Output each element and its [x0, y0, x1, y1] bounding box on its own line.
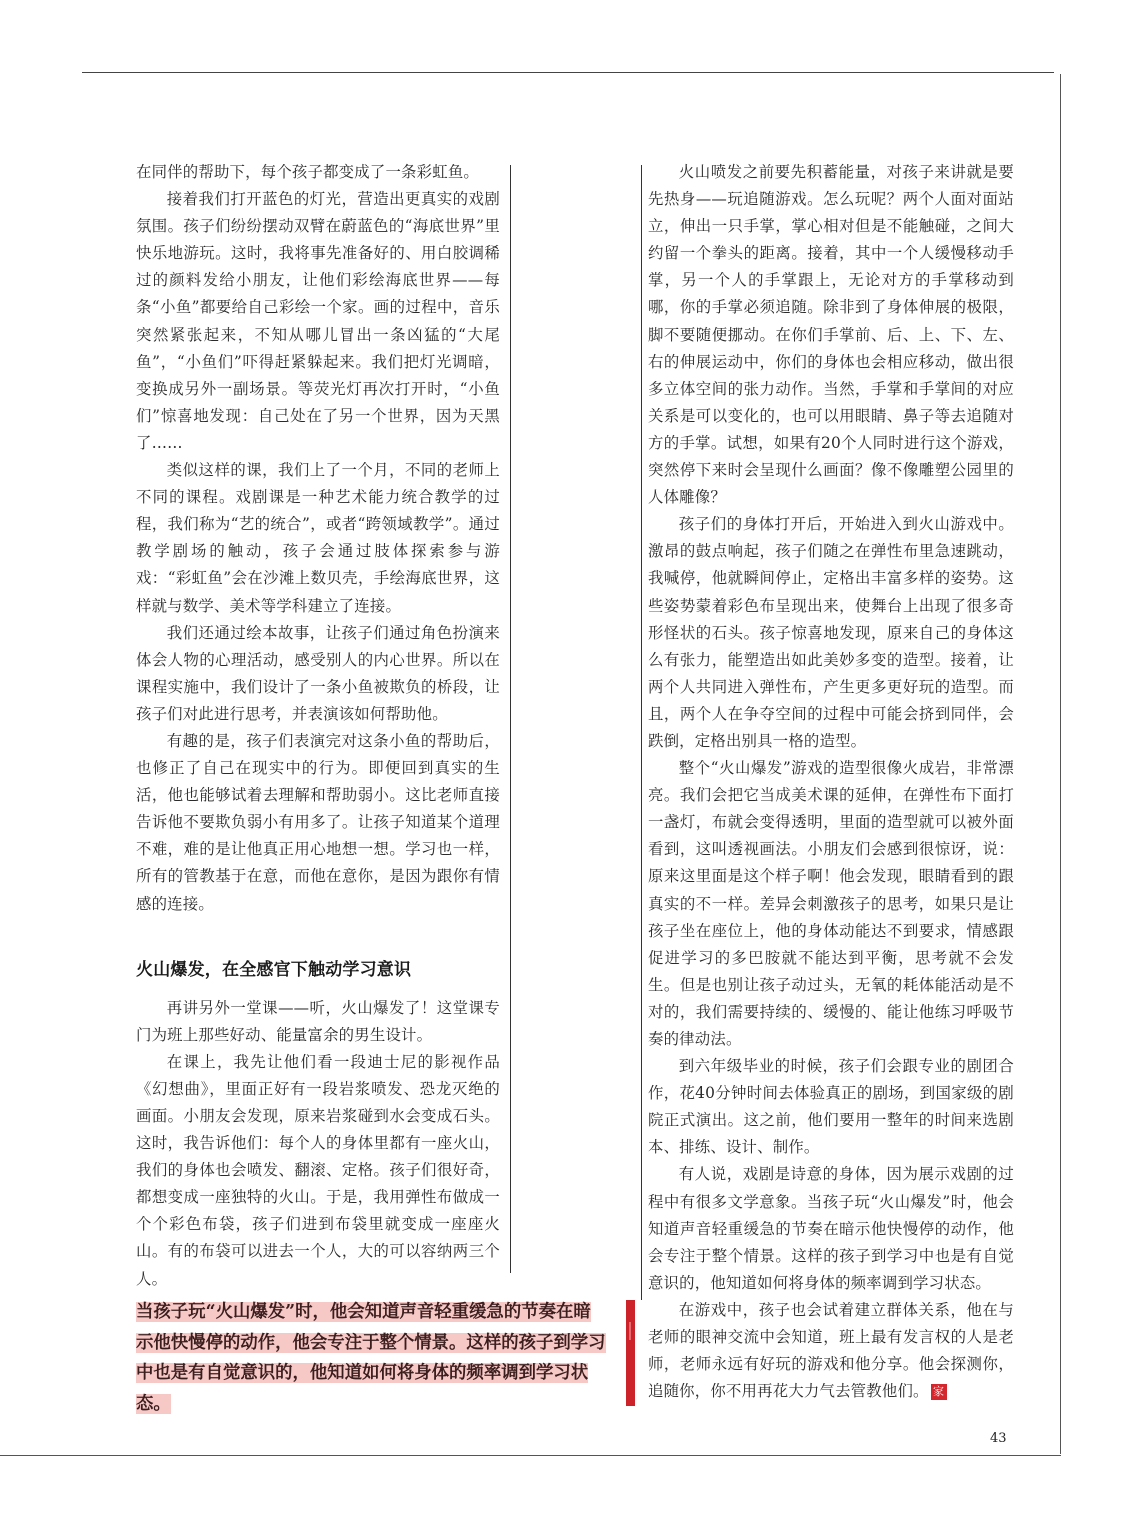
paragraph: 类似这样的课，我们上了一个月，不同的老师上不同的课程。戏剧课是一种艺术能力统合教学的过程，我们称为“艺的统合”，或者“跨领域教学”。通过教学剧场的触动，孩子会通过肢体探索参与游戏：“彩虹鱼”会在沙滩上数贝壳，手绘海底世界，这样就与数学、美术等学科建立了连接。	[136, 461, 500, 615]
paragraph: 有人说，戏剧是诗意的身体，因为展示戏剧的过程中有很多文学意象。当孩子玩“火山爆发”时，他会知道声音轻重缓急的节奏在暗示他快慢停的动作，他会专注于整个情景。这样的孩子到学习中也是有自觉意识的，他知道如何将身体的频率调到学习状态。	[648, 1165, 1014, 1292]
paragraph: 在同伴的帮助下，每个孩子都变成了一条彩虹鱼。	[136, 163, 479, 181]
pull-quote-accent-bar	[626, 1300, 635, 1406]
right-margin-rule	[1060, 74, 1061, 1454]
paragraph-text: 在游戏中，孩子也会试着建立群体关系，他在与老师的眼神交流中会知道，班上最有发言权的人是老师，老师永远有好玩的游戏和他分享。他会探测你，追随你，你不用再花大力气去管教他们。	[648, 1300, 1014, 1401]
end-mark-icon: 家	[931, 1384, 947, 1400]
pull-quote-text: 当孩子玩“火山爆发”时，他会知道声音轻重缓急的节奏在暗示他快慢停的动作，他会专注于整个情景。这样的孩子到学习中也是有自觉意识的，他知道如何将身体的频率调到学习状态。	[136, 1302, 606, 1414]
paragraph: 火山喷发之前要先积蓄能量，对孩子来讲就是要先热身——玩追随游戏。怎么玩呢？两个人面对面站立，伸出一只手掌，掌心相对但是不能触碰，之间大约留一个拳头的距离。接着，其中一个人缓慢移动手掌，另一个人的手掌跟上，无论对方的手掌移动到哪，你的手掌必须追随。除非到了身体伸展的极限，脚不要随便挪动。在你们手掌前、后、上、下、左、右的伸展运动中，你们的身体也会相应移动，做出很多立体空间的张力动作。当然，手掌和手掌间的对应关系是可以变化的，也可以用眼睛、鼻子等去追随对方的手掌。试想，如果有20个人同时进行这个游戏，突然停下来时会呈现什么画面？像不像雕塑公园里的人体雕像？	[648, 163, 1014, 507]
paragraph: 有趣的是，孩子们表演完对这条小鱼的帮助后，也修正了自己在现实中的行为。即便回到真实的生活，他也能够试着去理解和帮助弱小。这比老师直接告诉他不要欺负弱小有用多了。让孩子知道某个道理不难，难的是让他真正用心地想一想。学习也一样，所有的管教基于在意，而他在意你，是因为跟你有情感的连接。	[136, 731, 500, 913]
pull-quote	[136, 1297, 606, 1419]
top-rule	[82, 72, 1054, 73]
paragraph: 孩子们的身体打开后，开始进入到火山游戏中。激昂的鼓点响起，孩子们随之在弹性布里急速跳动，我喊停，他就瞬间停止，定格出丰富多样的姿势。这些姿势蒙着彩色布呈现出来，使舞台上出现了很多奇形怪状的石头。孩子惊喜地发现，原来自己的身体这么有张力，能塑造出如此美妙多变的造型。接着，让两个人共同进入弹性布，产生更多更好玩的造型。而且，两个人在争夺空间的过程中可能会挤到同伴，会跌倒，定格出别具一格的造型。	[648, 515, 1014, 750]
column-divider	[510, 165, 511, 1273]
paragraph: 整个“火山爆发”游戏的造型很像火成岩，非常漂亮。我们会把它当成美术课的延伸，在弹性布下面打一盏灯，布就会变得透明，里面的造型就可以被外面看到，这叫透视画法。小朋友们会感到很惊讶，说：原来这里面是这个样子啊！他会发现，眼睛看到的跟真实的不一样。差异会刺激孩子的思考，如果只是让孩子坐在座位上，他的身体动能达不到要求，情感跟促进学习的多巴胺就不能达到平衡，思考就不会发生。但是也别让孩子动过头，无氧的耗体能活动是不对的，我们需要持续的、缓慢的、能让他练习呼吸节奏的律动法。	[648, 759, 1014, 1048]
paragraph: 再讲另外一堂课——听，火山爆发了！这堂课专门为班上那些好动、能量富余的男生设计。	[136, 998, 500, 1044]
paragraph: 到六年级毕业的时候，孩子们会跟专业的剧团合作，花40分钟时间去体验真正的剧场，到国家级的剧院正式演出。这之前，他们要用一整年的时间来选剧本、排练、设计、制作。	[648, 1057, 1014, 1157]
paragraph: 我们还通过绘本故事，让孩子们通过角色扮演来体会人物的心理活动，感受别人的内心世界。所以在课程实施中，我们设计了一条小鱼被欺负的桥段，让孩子们对此进行思考，并表演该如何帮助他。	[136, 623, 500, 723]
right-column	[648, 159, 1014, 1405]
column-divider-right	[641, 165, 642, 1300]
bottom-rule	[0, 1455, 1061, 1456]
paragraph: 在课上，我先让他们看一段迪士尼的影视作品《幻想曲》，里面正好有一段岩浆喷发、恐龙灭绝的画面。小朋友会发现，原来岩浆碰到水会变成石头。这时，我告诉他们：每个人的身体里都有一座火山，我们的身体也会喷发、翻滚、定格。孩子们很好奇，都想变成一座独特的火山。于是，我用弹性布做成一个个彩色布袋，孩子们进到布袋里就变成一座座火山。有的布袋可以进去一个人，大的可以容纳两三个人。	[136, 1052, 500, 1288]
section-heading: 火山爆发，在全感官下触动学习意识	[136, 959, 412, 980]
page-number: 43	[990, 1431, 1007, 1446]
paragraph-last	[648, 1297, 1014, 1405]
left-column	[136, 159, 500, 1293]
paragraph: 接着我们打开蓝色的灯光，营造出更真实的戏剧氛围。孩子们纷纷摆动双臂在蔚蓝色的“海底世界”里快乐地游玩。这时，我将事先准备好的、用白胶调稀过的颜料发给小朋友，让他们彩绘海底世界——每条“小鱼”都要给自己彩绘一个家。画的过程中，音乐突然紧张起来，不知从哪儿冒出一条凶猛的“大尾鱼”，“小鱼们”吓得赶紧躲起来。我们把灯光调暗，变换成另外一副场景。等荧光灯再次打开时，“小鱼们”惊喜地发现：自己处在了另一个世界，因为天黑了……	[136, 190, 500, 452]
